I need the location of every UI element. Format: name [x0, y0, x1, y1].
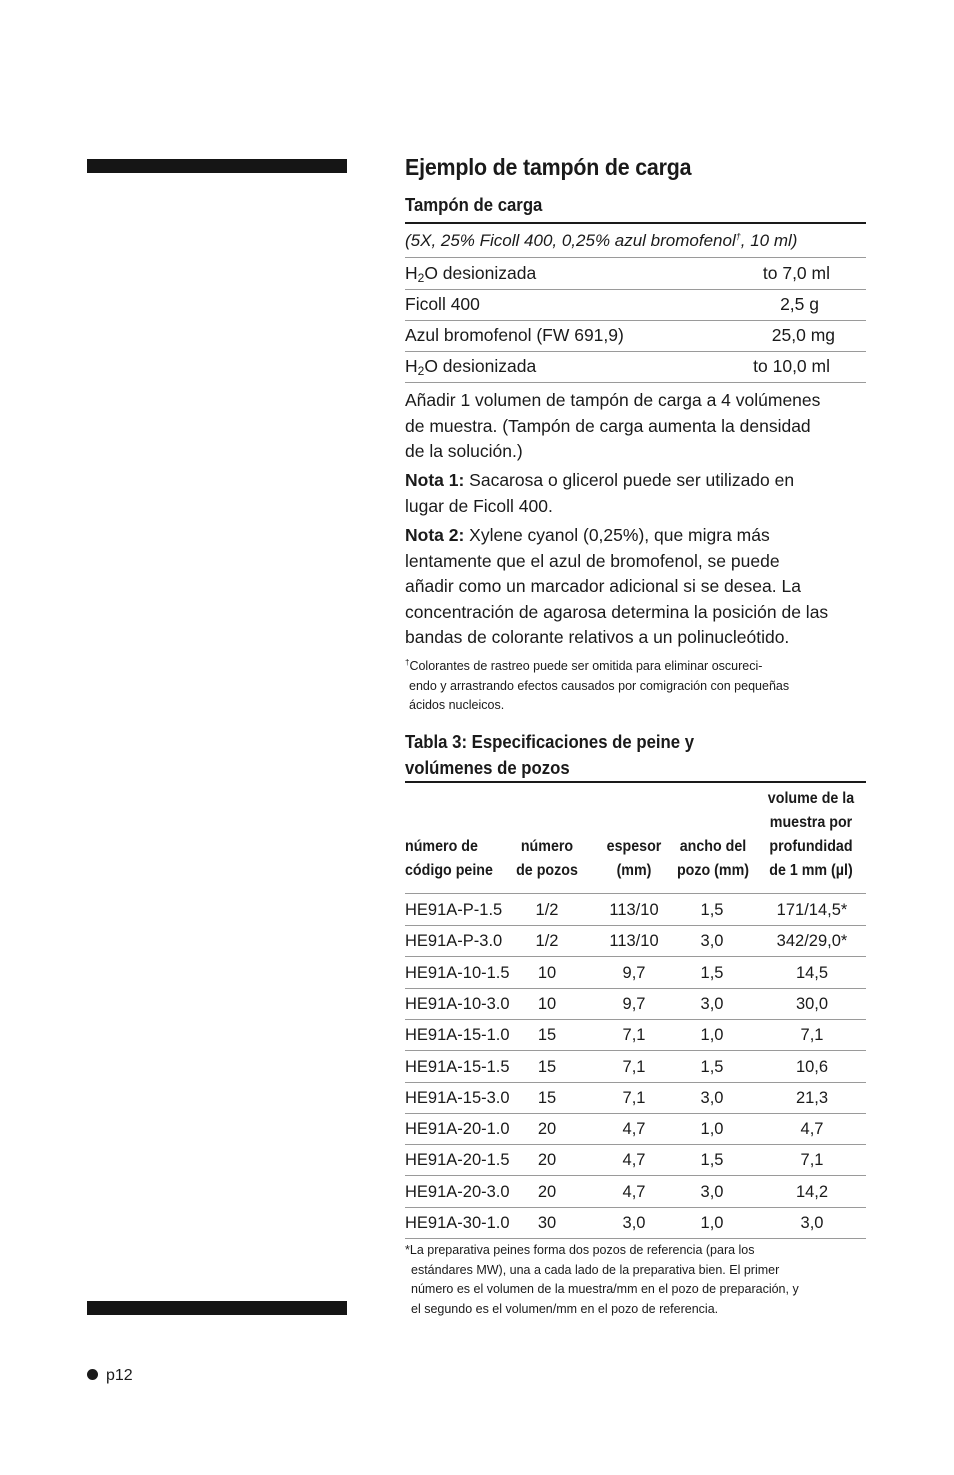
decorative-bar-bottom — [87, 1301, 347, 1315]
recipe-ingredient: Ficoll 400 — [405, 294, 480, 314]
cell-volume: 14,5 — [795, 963, 829, 982]
note-2: Nota 2: Xylene cyanol (0,25%), que migra más lentamente que el azul de bromofenol, se puede añadir como un marcador adicional si se desea. La concentración de agarosa determina la posición de las bandas de colorante relativos a un polinucleótido. — [405, 525, 829, 647]
cell-wells: 20 — [537, 1182, 557, 1201]
cell-code: HE91A-10-1.5 — [405, 963, 510, 982]
cell-volume: 171/14,5* — [776, 901, 848, 919]
table-row — [405, 894, 866, 926]
instructions-paragraph: Añadir 1 volumen de tampón de carga a 4 volúmenes de muestra. (Tampón de carga aumenta la densidad de la solución.) — [405, 390, 821, 461]
section-heading: Ejemplo de tampón de carga — [405, 154, 692, 180]
cell-width: 1,0 — [700, 1214, 724, 1232]
header-width: ancho del pozo (mm) — [676, 838, 750, 879]
header-volume: volume de la muestra por profundidad de 1 mm (µl) — [767, 790, 855, 879]
decorative-bar-top — [87, 159, 347, 173]
recipe-ingredient: Azul bromofenol (FW 691,9) — [405, 325, 624, 345]
header-thickness: espesor (mm) — [606, 838, 662, 879]
cell-code: HE91A-P-1.5 — [405, 901, 503, 919]
cell-width: 1,0 — [700, 1120, 724, 1139]
header-code: número de código peine — [405, 838, 493, 879]
cell-code: HE91A-20-3.0 — [405, 1182, 510, 1201]
cell-thickness: 4,7 — [622, 1151, 646, 1170]
table-row — [405, 1207, 866, 1239]
page-number: p12 — [87, 1367, 133, 1385]
cell-volume: 14,2 — [795, 1182, 829, 1201]
note-1-label: Nota 1: — [405, 470, 465, 490]
recipe-ingredient: $H_2O$ desionizada — [405, 356, 537, 378]
cell-thickness: 7,1 — [622, 1026, 646, 1045]
bullet-icon — [87, 1369, 98, 1380]
table-row — [405, 957, 866, 989]
dagger-footnote: †Colorantes de rastreo puede ser omitida para eliminar oscureci- endo y arrastrando efectos causados por comigración con pequeñas ácidos nucleicos. — [405, 658, 790, 713]
cell-wells: 10 — [537, 994, 557, 1013]
recipe-ingredient: $H_2O$ desionizada — [405, 263, 537, 285]
cell-width: 1,5 — [700, 1151, 724, 1170]
cell-code: HE91A-10-3.0 — [405, 994, 510, 1013]
note-2-label: Nota 2: — [405, 525, 465, 545]
cell-wells: 30 — [537, 1214, 557, 1232]
cell-volume: 10,6 — [795, 1057, 829, 1076]
recipe-row — [405, 320, 866, 352]
table-row — [405, 1082, 866, 1114]
cell-width: 3,0 — [700, 994, 724, 1013]
cell-width: 3,0 — [700, 1088, 724, 1107]
table-row — [405, 988, 866, 1020]
cell-thickness: 9,7 — [622, 994, 646, 1013]
cell-code: HE91A-20-1.0 — [405, 1120, 510, 1139]
cell-wells: 20 — [537, 1120, 557, 1139]
table-title: Tabla 3: Especificaciones de peine y volúmenes de pozos — [405, 732, 695, 778]
cell-thickness: 113/10 — [609, 901, 659, 919]
cell-volume: 30,0 — [795, 994, 829, 1013]
cell-wells: 15 — [537, 1088, 557, 1107]
cell-thickness: 4,7 — [622, 1120, 646, 1139]
table-row — [405, 925, 866, 957]
recipe-top-rule — [405, 222, 866, 224]
cell-width: 3,0 — [700, 1182, 724, 1201]
cell-wells: 1/2 — [535, 901, 559, 919]
cell-wells: 10 — [537, 963, 557, 982]
cell-code: HE91A-30-1.0 — [405, 1214, 510, 1232]
cell-wells: 20 — [537, 1151, 557, 1170]
cell-volume: 7,1 — [800, 1026, 824, 1045]
cell-volume: 4,7 — [800, 1120, 824, 1139]
cell-wells: 15 — [537, 1026, 557, 1045]
cell-wells: 1/2 — [535, 932, 559, 951]
recipe-amount: to 7,0 ml — [762, 263, 830, 283]
table-row — [405, 1176, 866, 1208]
recipe-row — [405, 351, 866, 383]
cell-wells: 15 — [537, 1057, 557, 1076]
cell-code: HE91A-15-1.0 — [405, 1026, 510, 1045]
table-row — [405, 1051, 866, 1083]
table-footnote: *La preparativa peines forma dos pozos de referencia (para los estándares MW), una a cada lado de la preparativa bien. El primer número es el volumen de la muestra/mm en el pozo de preparación, y el segundo es el volumen/mm en el pozo de referencia. — [405, 1243, 799, 1316]
cell-thickness: 3,0 — [622, 1214, 646, 1232]
recipe-amount: to 10,0 ml — [753, 356, 830, 376]
cell-width: 3,0 — [700, 932, 724, 951]
cell-code: HE91A-20-1.5 — [405, 1151, 510, 1170]
note-1: Nota 1: Sacarosa o glicerol puede ser utilizado en lugar de Ficoll 400. — [405, 470, 795, 516]
cell-width: 1,0 — [700, 1026, 724, 1045]
cell-volume: 21,3 — [795, 1088, 829, 1107]
cell-thickness: 7,1 — [622, 1088, 646, 1107]
table-top-rule — [405, 781, 866, 783]
cell-thickness: 4,7 — [622, 1182, 646, 1201]
recipe-title: Tampón de carga — [405, 195, 543, 215]
header-wells: número de pozos — [516, 838, 578, 879]
cell-thickness: 113/10 — [609, 932, 659, 951]
cell-volume: 7,1 — [800, 1151, 824, 1170]
cell-code: HE91A-15-3.0 — [405, 1088, 510, 1107]
table-row — [405, 1019, 866, 1051]
recipe-amount: 25,0 mg — [771, 325, 835, 345]
cell-code: HE91A-P-3.0 — [405, 932, 503, 951]
cell-thickness: 9,7 — [622, 963, 646, 982]
cell-width: 1,5 — [700, 963, 724, 982]
table-row — [405, 1144, 866, 1176]
cell-thickness: 7,1 — [622, 1057, 646, 1076]
cell-code: HE91A-15-1.5 — [405, 1057, 510, 1076]
recipe-subtitle: (5X, 25% Ficoll 400, 0,25% azul bromofenol†, 10 ml) — [405, 231, 798, 250]
table-row — [405, 1113, 866, 1145]
cell-width: 1,5 — [700, 1057, 724, 1076]
recipe-row — [405, 289, 866, 321]
recipe-amount: 2,5 g — [780, 294, 819, 314]
cell-volume: 3,0 — [800, 1214, 824, 1232]
recipe-row — [405, 258, 866, 290]
cell-width: 1,5 — [700, 901, 724, 919]
cell-volume: 342/29,0* — [776, 932, 848, 951]
